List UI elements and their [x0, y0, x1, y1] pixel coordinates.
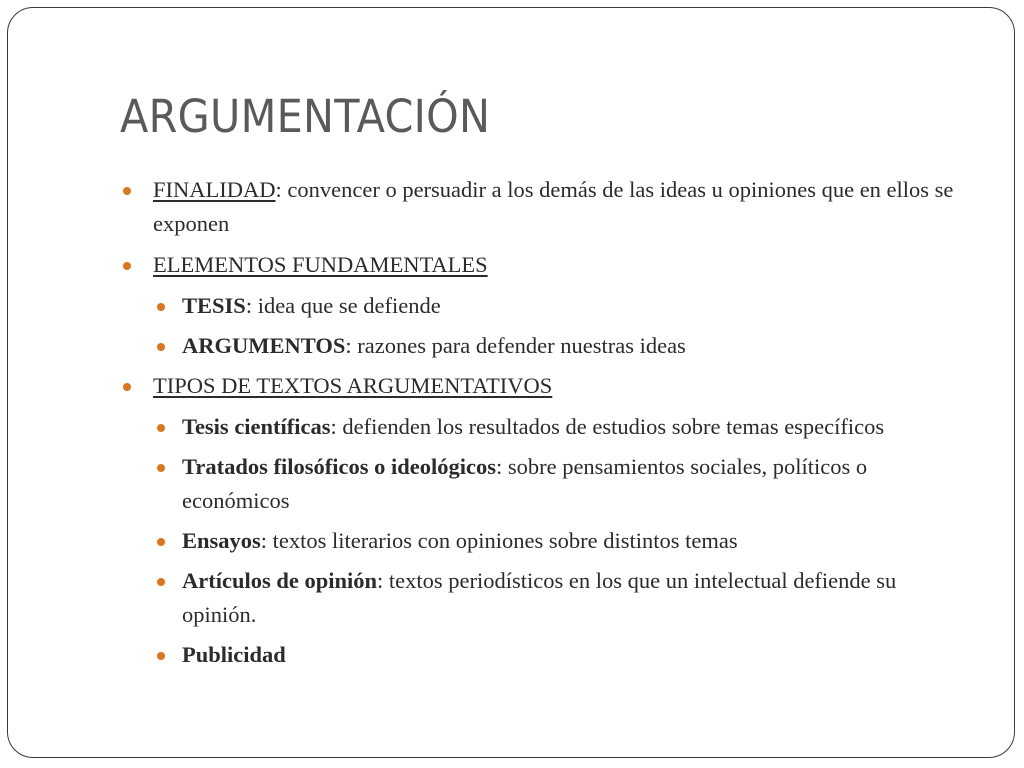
- bullet-icon: [123, 262, 131, 270]
- item-term: ELEMENTOS FUNDAMENTALES: [153, 252, 488, 277]
- item-text: : defienden los resultados de estudios sobre temas específicos: [330, 414, 885, 439]
- sublist-item-tesis-cientificas: [123, 410, 963, 444]
- bullet-icon: [157, 303, 165, 311]
- item-text: : idea que se defiende: [245, 293, 441, 318]
- bullet-icon: [157, 424, 165, 432]
- item-term: FINALIDAD: [153, 177, 276, 202]
- sublist-item-publicidad: [123, 638, 963, 672]
- sublist-item-articulos: [123, 564, 963, 632]
- sublist-item-argumentos: [123, 329, 963, 363]
- item-term: Tratados filosóficos o ideológicos: [182, 454, 496, 479]
- item-text: : convencer o persuadir a los demás de las ideas u opiniones que en ellos se exponen: [153, 177, 954, 236]
- bullet-icon: [123, 383, 131, 391]
- slide-frame: [7, 7, 1015, 758]
- bullet-icon: [157, 343, 165, 351]
- item-term: Ensayos: [182, 528, 261, 553]
- item-text: : textos periodísticos en los que un intelectual defiende su opinión.: [182, 568, 897, 627]
- list-item-elementos: [123, 248, 963, 282]
- list-item-tipos: [123, 369, 963, 403]
- slide-body: [123, 173, 963, 678]
- bullet-icon: [123, 187, 131, 195]
- item-text: : sobre pensamientos sociales, políticos o económicos: [182, 454, 868, 513]
- item-term: Tesis científicas: [182, 414, 331, 439]
- item-term: ARGUMENTOS: [182, 333, 346, 358]
- bullet-icon: [157, 578, 165, 586]
- slide-title: ARGUMENTACIÓN: [120, 90, 491, 143]
- bullet-icon: [157, 464, 165, 472]
- item-term: Artículos de opinión: [182, 568, 378, 593]
- sublist-item-tesis: [123, 289, 963, 323]
- list-item-finalidad: [123, 173, 963, 241]
- sublist-item-tratados: [123, 450, 963, 518]
- bullet-icon: [157, 538, 165, 546]
- item-term: TIPOS DE TEXTOS ARGUMENTATIVOS: [153, 373, 553, 398]
- item-term: Publicidad: [182, 642, 286, 667]
- item-term: TESIS: [182, 293, 246, 318]
- item-text: : razones para defender nuestras ideas: [345, 333, 686, 358]
- item-text: : textos literarios con opiniones sobre distintos temas: [260, 528, 738, 553]
- sublist-item-ensayos: [123, 524, 963, 558]
- bullet-icon: [157, 652, 165, 660]
